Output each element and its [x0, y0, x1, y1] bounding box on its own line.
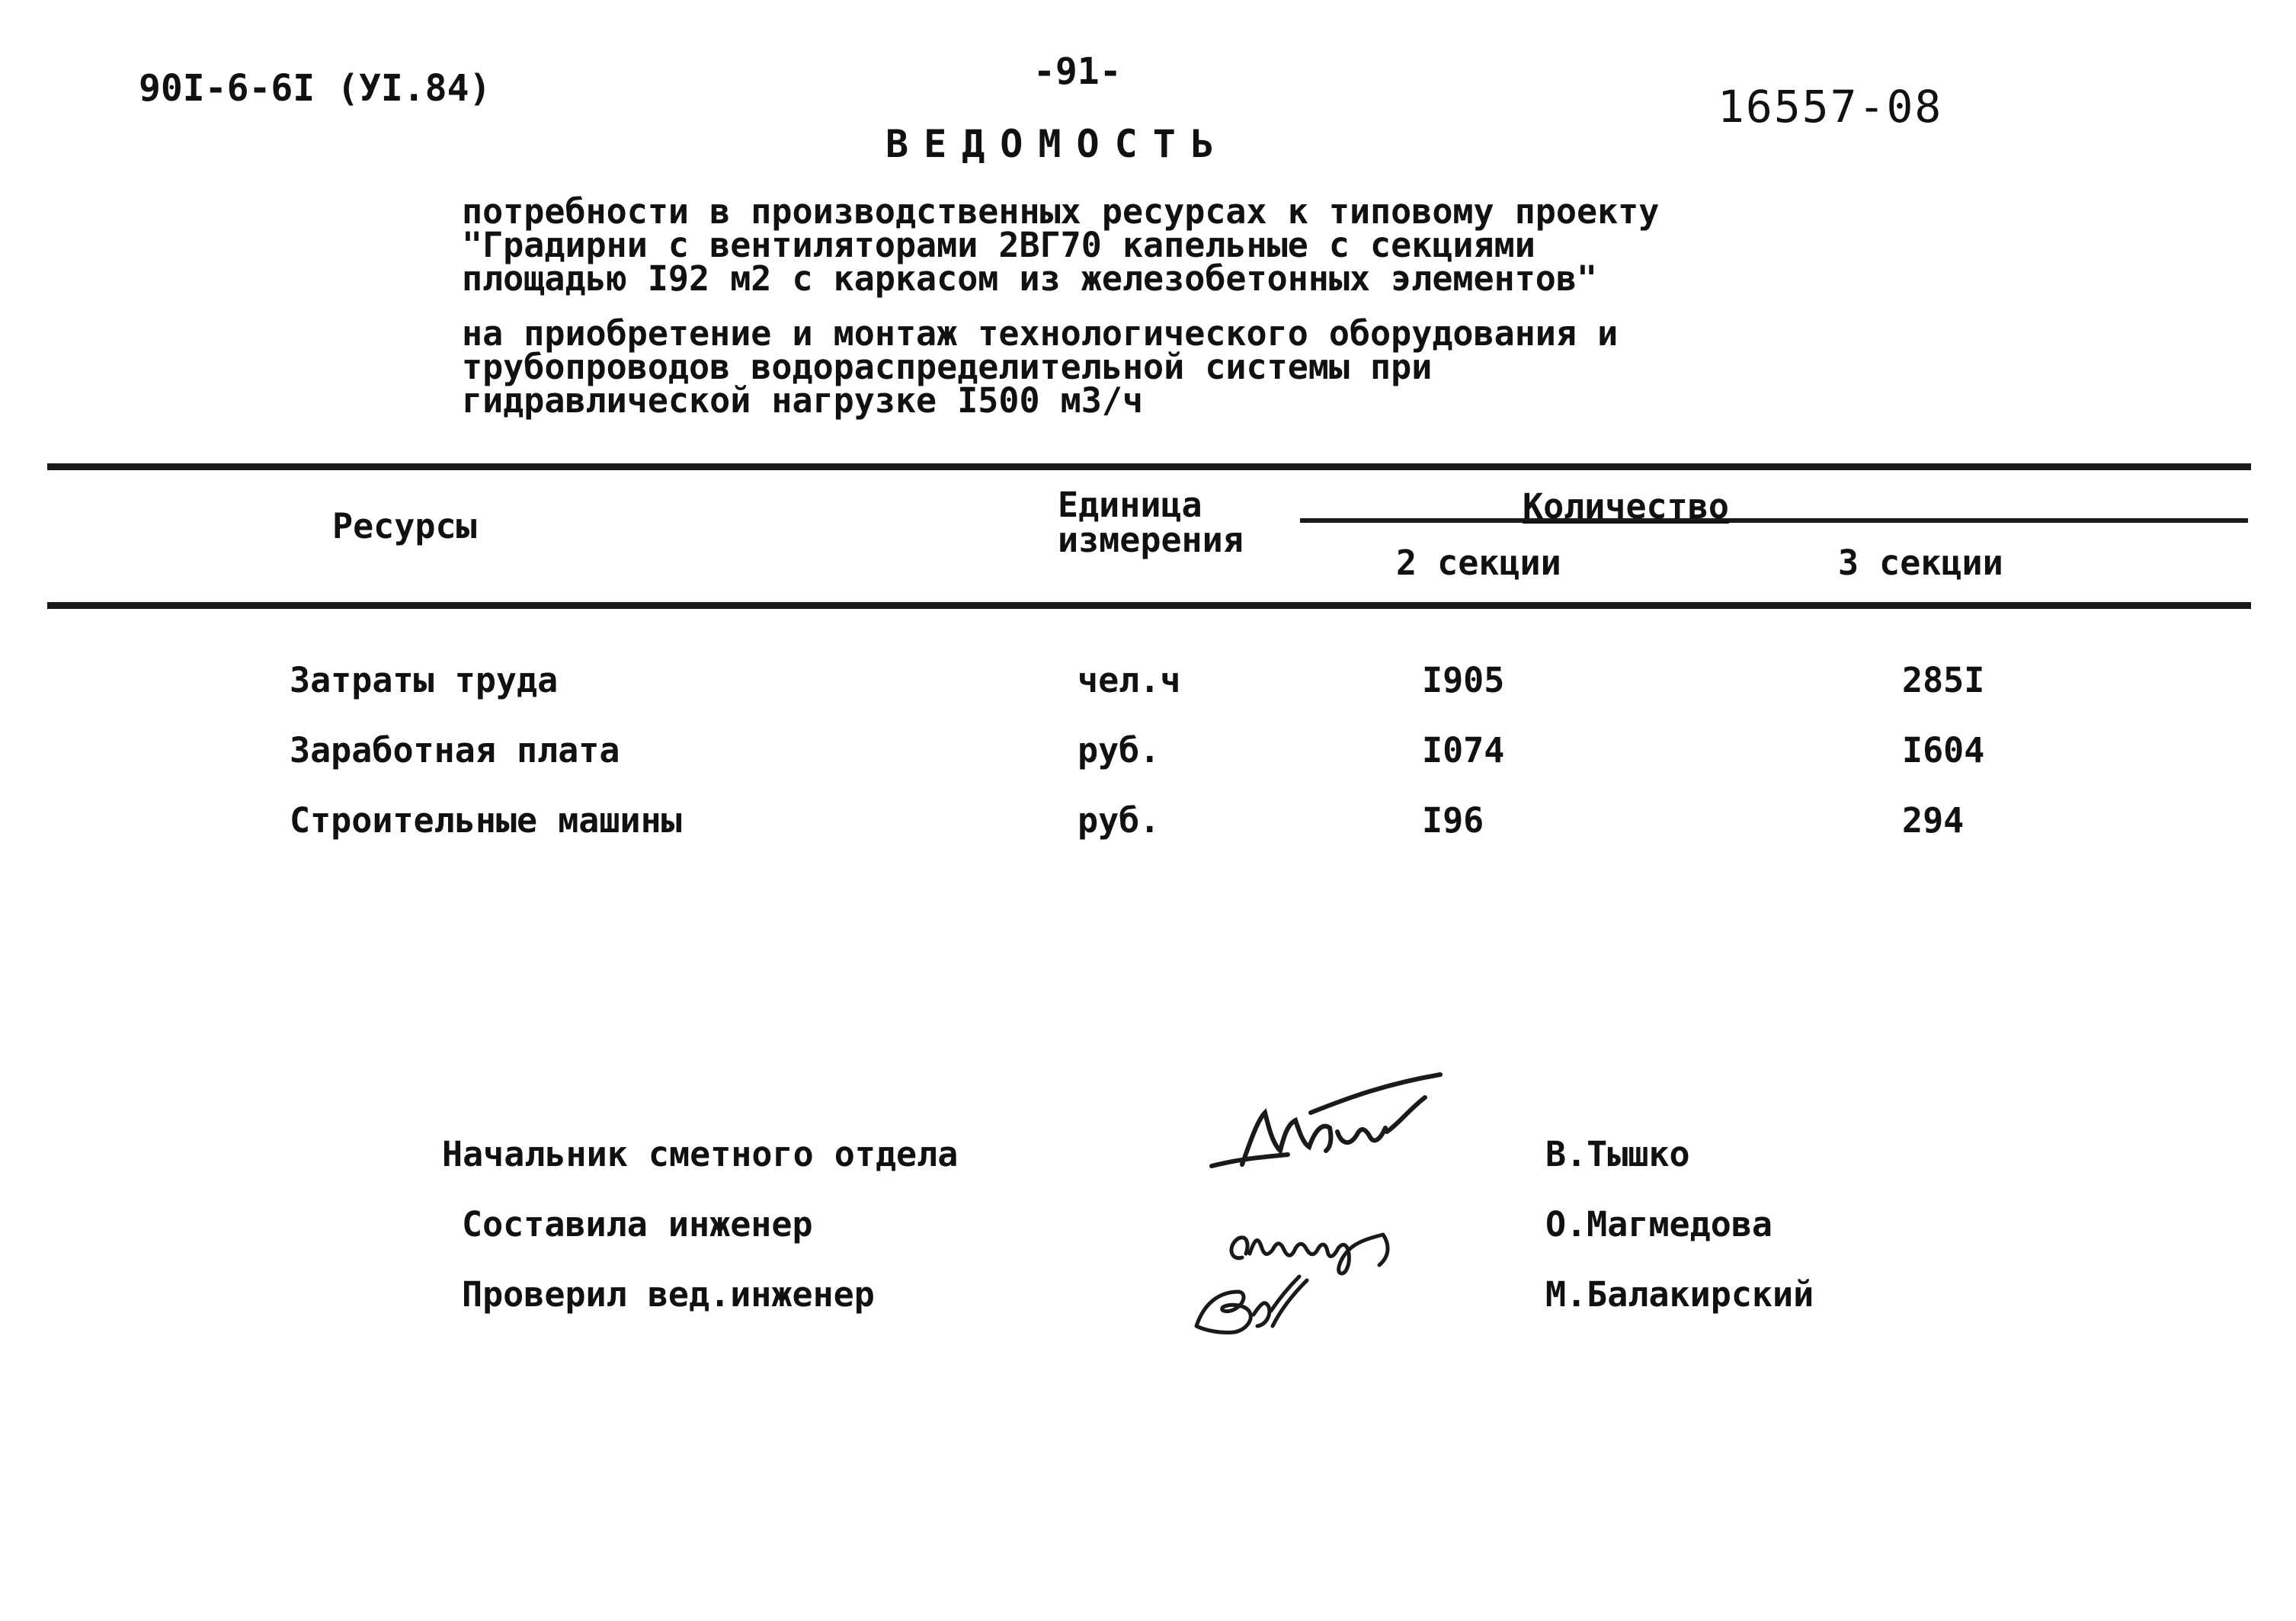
purpose-paragraph: [462, 191, 1660, 299]
inventory-number: 16557-08: [1718, 81, 1943, 133]
row-labor-3-sections: 285I: [1902, 660, 1985, 700]
quantity-header-rule: [1300, 518, 2248, 523]
scope-line-3: гидравлической нагрузке I500 м3/ч: [462, 380, 1144, 421]
header-unit: [1058, 485, 1244, 560]
scope-line-2: трубопроводов водораспределительной системы при: [462, 347, 1433, 387]
signatory-role-compiler: Составила инженер: [462, 1204, 813, 1245]
scope-paragraph: [462, 313, 1619, 421]
purpose-line-3: площадью I92 м2 с каркасом из железобетонных элементов": [462, 258, 1598, 299]
row-labor-name: Затраты труда: [290, 660, 559, 700]
row-machines-unit: руб.: [1078, 800, 1161, 841]
document-code: 90I-6-6I (УI.84): [139, 67, 492, 110]
row-wages-2-sections: I074: [1422, 730, 1505, 770]
page-number: -91-: [1033, 50, 1122, 93]
purpose-line-2: "Градирни с вентиляторами 2ВГ70 капельные с секциями: [462, 225, 1535, 265]
header-3-sections: 3 секции: [1838, 543, 2003, 583]
row-wages-3-sections: I604: [1902, 730, 1985, 770]
row-wages-name: Заработная плата: [290, 730, 620, 770]
row-machines-3-sections: 294: [1902, 800, 1965, 841]
signatory-role-head: Начальник сметного отдела: [442, 1134, 959, 1174]
row-labor-unit: чел.ч: [1078, 660, 1181, 700]
purpose-line-1: потребности в производственных ресурсах к типовому проекту: [462, 191, 1660, 232]
signature-checker: [1181, 1265, 1334, 1341]
table-header-rule: [47, 602, 2251, 609]
signatory-role-checker: Проверил вед.инженер: [462, 1274, 875, 1315]
signatory-name-head: В.Тышко: [1545, 1134, 1690, 1174]
row-machines-name: Строительные машины: [290, 800, 682, 841]
scope-line-1: на приобретение и монтаж технологического оборудования и: [462, 313, 1619, 354]
header-unit-line-2: измерения: [1058, 520, 1244, 560]
header-resources: Ресурсы: [332, 506, 477, 546]
signatory-name-compiler: О.Магмедова: [1545, 1204, 1773, 1245]
table-top-rule: [47, 463, 2251, 470]
signature-head: [1196, 1067, 1455, 1181]
row-machines-2-sections: I96: [1422, 800, 1484, 841]
header-unit-line-1: Единица: [1058, 485, 1202, 525]
signatory-name-checker: М.Балакирский: [1545, 1274, 1814, 1315]
row-wages-unit: руб.: [1078, 730, 1161, 770]
document-title: ВЕДОМОСТЬ: [885, 122, 1229, 166]
header-2-sections: 2 секции: [1396, 543, 1561, 583]
header-quantity: Количество: [1523, 486, 1729, 527]
row-labor-2-sections: I905: [1422, 660, 1505, 700]
